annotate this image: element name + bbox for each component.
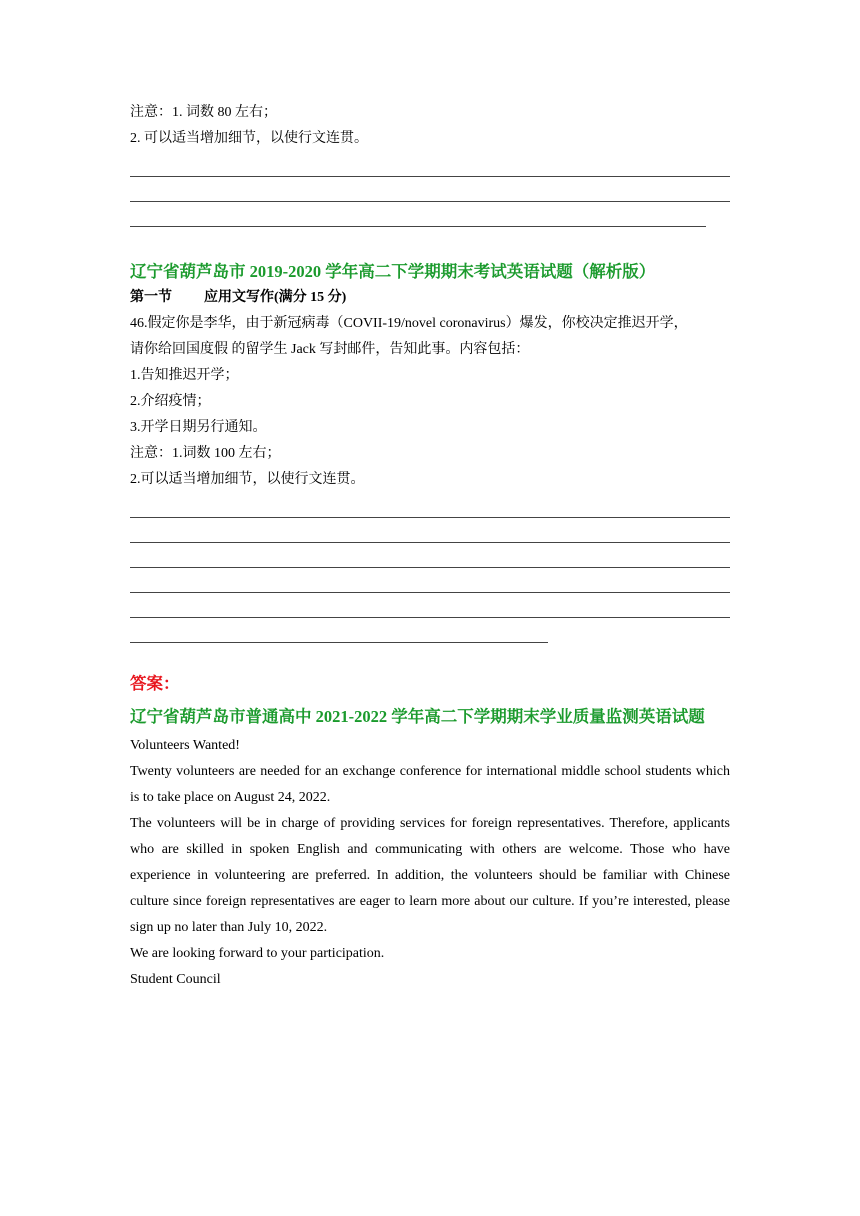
content-item: 2.介绍疫情； <box>130 394 211 409</box>
essay-signature: Student Council <box>130 972 221 987</box>
answer-blank-line <box>130 518 730 543</box>
document-page <box>130 100 730 993</box>
essay-paragraph: Twenty volunteers are needed for an exchange conference for international middle school students which is to take place on August 24, 2022. <box>130 764 730 805</box>
answer-blank-line <box>130 618 548 643</box>
answer-blank-line <box>130 593 730 618</box>
answer-blank-line <box>130 152 730 177</box>
essay-closing: We are looking forward to your participation. <box>130 946 385 961</box>
section-title: 辽宁省葫芦岛市 2019-2020 学年高二下学期期末考试英语试题（解析版） <box>130 262 656 281</box>
section-name: 应用文写作(满分 15 分) <box>204 290 347 305</box>
note-word-count: 注意：1. 词数 80 左右； <box>130 105 277 120</box>
prompt-line: 请你给回国度假 的留学生 Jack 写封邮件，告知此事。内容包括： <box>130 342 530 357</box>
answer-blank-line <box>130 177 730 202</box>
note-word-count: 注意：1.词数 100 左右； <box>130 446 281 461</box>
answer-blank-line <box>130 493 730 518</box>
content-item: 1.告知推迟开学； <box>130 368 239 383</box>
section-number: 第一节 <box>130 290 172 305</box>
answer-label: 答案： <box>130 674 180 693</box>
answer-blank-line <box>130 202 706 227</box>
essay-paragraph: The volunteers will be in charge of providing services for foreign representatives. Therefore, applicants who are skilled in spoken English and communicating with others are welcome. Those who have experience in volunteering are preferred. In addition, the volunteers should be familiar with Chinese culture since foreign representatives are eager to learn more about our culture. If you’re interested, please sign up no later than July 10, 2022. <box>130 816 730 935</box>
answer-blank-line <box>130 568 730 593</box>
answer-source-title: 辽宁省葫芦岛市普通高中 2021-2022 学年高二下学期期末学业质量监测英语试题 <box>130 707 705 726</box>
essay-heading: Volunteers Wanted! <box>130 738 240 753</box>
note-add-details: 2. 可以适当增加细节，以使行文连贯。 <box>130 131 368 146</box>
answer-blank-line <box>130 543 730 568</box>
section-subtitle <box>130 285 730 311</box>
prompt-line: 46.假定你是李华，由于新冠病毒（COVII-19/novel coronavirus）爆发，你校决定推迟开学， <box>130 316 688 331</box>
note-add-details: 2.可以适当增加细节，以使行文连贯。 <box>130 472 365 487</box>
content-item: 3.开学日期另行通知。 <box>130 420 267 435</box>
